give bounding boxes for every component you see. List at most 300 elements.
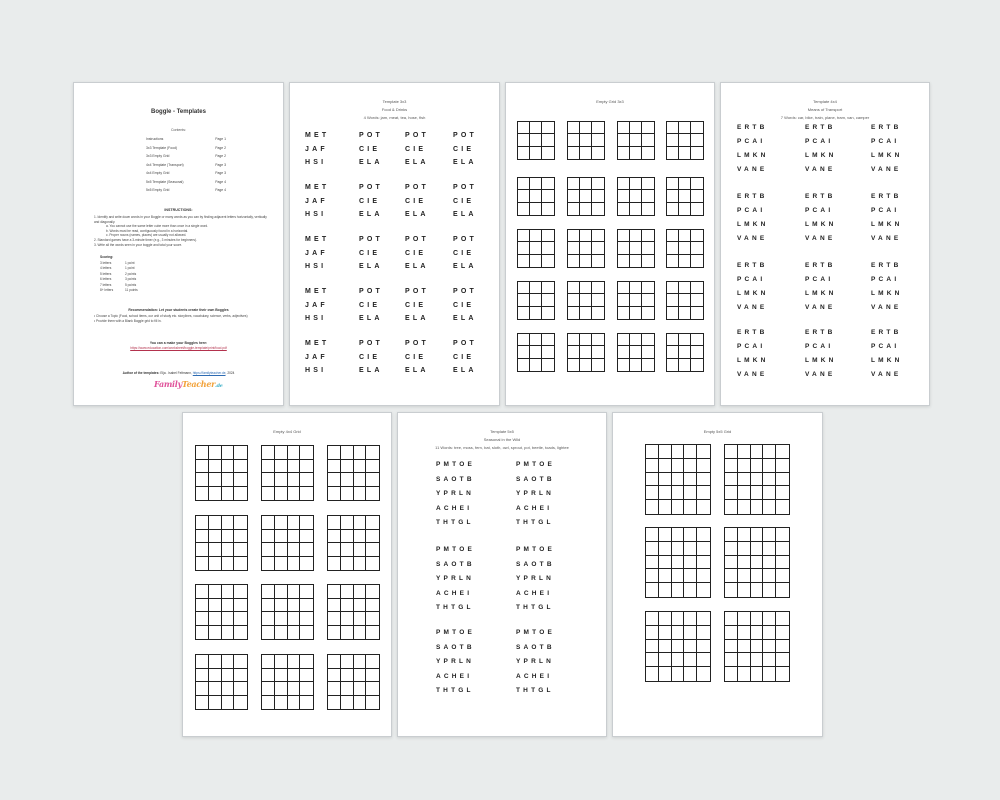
grid-cell — [697, 542, 710, 556]
grid-cell — [672, 528, 685, 542]
grid-cell — [542, 255, 554, 267]
empty-boggle-grid — [261, 654, 314, 710]
empty-boggle-grid — [517, 177, 555, 216]
grid-cell — [684, 626, 697, 640]
boggle-letter-row: PMTOE — [516, 629, 555, 636]
scoring-letters: 4 letters — [100, 266, 112, 271]
grid-cell — [751, 556, 764, 570]
boggle-letter-row: ELA — [359, 367, 383, 374]
boggle-letter-row: POT — [453, 132, 477, 139]
grid-cell — [354, 487, 367, 501]
toc-row — [146, 178, 226, 187]
grid-cell — [288, 612, 301, 626]
grid-cell — [691, 307, 703, 319]
boggle-letter-row: POT — [359, 184, 383, 191]
grid-cell — [222, 655, 235, 669]
boggle-letter-row: VANE — [737, 371, 768, 378]
grid-cell — [542, 294, 554, 306]
grid-cell — [234, 516, 247, 530]
grid-cell — [667, 147, 679, 159]
grid-cell — [568, 203, 580, 215]
grid-cell — [568, 255, 580, 267]
grid-cell — [518, 190, 530, 202]
grid-cell — [580, 334, 592, 346]
boggle-letter-row: MET — [305, 184, 330, 191]
grid-cell — [672, 626, 685, 640]
grid-cell — [738, 459, 751, 473]
boggle-letter-row: YPRLN — [516, 490, 555, 497]
boggle-letter-row: PCAI — [871, 276, 900, 283]
grid-cell — [196, 530, 209, 544]
grid-cell — [262, 655, 275, 669]
grid-cell — [196, 585, 209, 599]
grid-cell — [642, 334, 654, 346]
grid-cell — [630, 122, 642, 134]
grid-cell — [209, 585, 222, 599]
grid-cell — [568, 294, 580, 306]
grid-cell — [341, 669, 354, 683]
empty-boggle-grid — [327, 515, 380, 571]
grid-cell — [366, 473, 379, 487]
boggle-letter-row: VANE — [805, 166, 836, 173]
grid-cell — [300, 585, 313, 599]
grid-cell — [354, 655, 367, 669]
grid-cell — [568, 190, 580, 202]
grid-cell — [646, 459, 659, 473]
boggle-letter-row: YPRLN — [436, 490, 475, 497]
grid-cell — [725, 640, 738, 654]
grid-cell — [776, 653, 789, 667]
instruction-item: c. Proper nouns (names, places) are usually not allowed. — [106, 233, 187, 238]
grid-cell — [222, 626, 235, 640]
grid-cell — [288, 543, 301, 557]
grid-cell — [776, 473, 789, 487]
grid-cell — [738, 556, 751, 570]
grid-cell — [646, 640, 659, 654]
scoring-points: 1 point — [125, 261, 135, 265]
grid-cell — [642, 294, 654, 306]
boggle-letter-row: ELA — [453, 315, 477, 322]
grid-cell — [328, 473, 341, 487]
grid-cell — [618, 255, 630, 267]
toc-page: Page 2 — [215, 154, 226, 158]
grid-cell — [725, 473, 738, 487]
grid-cell — [684, 500, 697, 514]
boggle-letter-row: PCAI — [871, 138, 900, 145]
grid-cell — [580, 147, 592, 159]
grid-cell — [275, 612, 288, 626]
grid-cell — [328, 460, 341, 474]
grid-cell — [288, 516, 301, 530]
grid-cell — [530, 282, 542, 294]
grid-cell — [592, 190, 604, 202]
grid-cell — [300, 446, 313, 460]
empty-boggle-grid — [517, 121, 555, 160]
boggle-letter-row: VANE — [805, 371, 836, 378]
toc-page: Page 3 — [215, 162, 226, 167]
grid-cell — [196, 446, 209, 460]
instruction-item: 3. Write all the words seen in your boggle and total your score. — [94, 242, 183, 247]
grid-cell — [618, 334, 630, 346]
grid-cell — [751, 486, 764, 500]
grid-cell — [530, 178, 542, 190]
grid-cell — [518, 230, 530, 242]
grid-cell — [725, 583, 738, 597]
grid-cell — [684, 556, 697, 570]
empty-boggle-grid — [617, 229, 655, 268]
empty-boggle-grid — [517, 333, 555, 372]
boggle-letter-row: CIE — [405, 145, 427, 153]
grid-cell — [275, 487, 288, 501]
scoring-heading: Scoring: — [100, 255, 114, 259]
grid-cell — [209, 487, 222, 501]
grid-cell — [209, 682, 222, 696]
grid-cell — [300, 460, 313, 474]
grid-cell — [234, 669, 247, 683]
grid-cell — [776, 528, 789, 542]
scoring-letters: 6 letters — [100, 277, 112, 282]
grid-cell — [222, 696, 235, 710]
boggle-letter-row: PCAI — [871, 343, 900, 350]
scoring-points: 1 point — [125, 266, 135, 271]
grid-cell — [196, 626, 209, 640]
grid-cell — [630, 294, 642, 306]
boggle-letter-row: THTGL — [516, 604, 554, 611]
toc-label: Instructions — [146, 137, 164, 141]
grid-cell — [684, 667, 697, 681]
toc-page: Page 4 — [215, 179, 226, 184]
boggle-letter-row: PMTOE — [436, 546, 475, 553]
empty-boggle-grid — [261, 584, 314, 640]
grid-cell — [234, 530, 247, 544]
boggle-letter-row: JAF — [305, 353, 328, 361]
empty-boggle-grid — [517, 229, 555, 268]
toc-row — [146, 161, 226, 170]
boggle-letter-row: LMKN — [737, 152, 769, 159]
grid-cell — [542, 242, 554, 254]
boggle-letter-row: THTGL — [436, 604, 474, 611]
grid-cell — [691, 346, 703, 358]
grid-cell — [646, 473, 659, 487]
boggle-letter-row: PCAI — [805, 138, 834, 145]
grid-cell — [697, 445, 710, 459]
boggle-letter-row: POT — [359, 340, 383, 347]
grid-cell — [300, 473, 313, 487]
grid-cell — [328, 557, 341, 571]
empty-grid-header: Empty 4x4 Grid — [273, 429, 301, 434]
empty-boggle-grid — [567, 121, 605, 160]
scoring-points: 2 points — [125, 271, 137, 276]
grid-cell — [366, 696, 379, 710]
grid-cell — [366, 669, 379, 683]
grid-cell — [366, 530, 379, 544]
grid-cell — [580, 346, 592, 358]
grid-cell — [725, 556, 738, 570]
boggle-letter-row: PCAI — [805, 276, 834, 283]
grid-cell — [697, 556, 710, 570]
boggle-letter-row: PCAI — [805, 343, 834, 350]
grid-cell — [328, 516, 341, 530]
grid-cell — [530, 203, 542, 215]
grid-cell — [262, 530, 275, 544]
scoring-points: 11 points — [125, 288, 138, 293]
grid-cell — [646, 445, 659, 459]
grid-cell — [222, 557, 235, 571]
grid-cell — [672, 640, 685, 654]
grid-cell — [530, 334, 542, 346]
page-title: Boggle - Templates — [151, 109, 206, 115]
grid-cell — [679, 334, 691, 346]
empty-boggle-grid — [261, 515, 314, 571]
grid-cell — [530, 147, 542, 159]
boggle-letter-row: CIE — [453, 249, 475, 257]
empty-grid-header: Empty Grid 3x3 — [596, 99, 624, 104]
grid-cell — [646, 542, 659, 556]
grid-cell — [667, 190, 679, 202]
grid-cell — [659, 556, 672, 570]
grid-cell — [196, 487, 209, 501]
boggle-letter-row: PCAI — [805, 207, 834, 214]
grid-cell — [518, 346, 530, 358]
grid-cell — [328, 696, 341, 710]
grid-cell — [530, 230, 542, 242]
grid-cell — [684, 486, 697, 500]
grid-cell — [328, 543, 341, 557]
grid-cell — [618, 359, 630, 371]
grid-cell — [672, 459, 685, 473]
grid-cell — [222, 669, 235, 683]
instructions-list — [94, 215, 269, 247]
empty-boggle-grid — [195, 654, 248, 710]
boggle-letter-row: SAOTB — [516, 560, 555, 568]
grid-cell — [697, 569, 710, 583]
grid-cell — [630, 334, 642, 346]
empty-boggle-grid — [645, 611, 711, 682]
grid-cell — [592, 359, 604, 371]
grid-cell — [618, 282, 630, 294]
grid-cell — [751, 653, 764, 667]
grid-cell — [300, 530, 313, 544]
grid-cell — [275, 682, 288, 696]
grid-cell — [209, 696, 222, 710]
grid-cell — [341, 585, 354, 599]
template-link[interactable]: https://www.education.com/worksheet/boggle-template/print/food.pdf — [130, 346, 227, 350]
grid-cell — [275, 543, 288, 557]
empty-boggle-grid — [567, 281, 605, 320]
grid-cell — [592, 346, 604, 358]
boggle-letter-row: POT — [453, 340, 477, 347]
grid-cell — [618, 230, 630, 242]
grid-cell — [646, 500, 659, 514]
grid-cell — [328, 487, 341, 501]
boggle-letter-row: ELA — [359, 315, 383, 322]
boggle-letter-row: THTGL — [516, 519, 554, 526]
boggle-letter-row: LMKN — [871, 290, 903, 297]
boggle-letter-row: ELA — [453, 263, 477, 270]
boggle-letter-row: LMKN — [737, 357, 769, 364]
grid-cell — [341, 473, 354, 487]
grid-cell — [592, 255, 604, 267]
grid-cell — [592, 334, 604, 346]
grid-cell — [630, 242, 642, 254]
boggle-letter-row: MET — [305, 288, 330, 295]
grid-cell — [684, 569, 697, 583]
boggle-letter-row: SAOTB — [436, 560, 475, 568]
grid-cell — [518, 242, 530, 254]
boggle-letter-row: POT — [405, 236, 429, 243]
grid-cell — [659, 459, 672, 473]
grid-cell — [672, 556, 685, 570]
grid-cell — [659, 612, 672, 626]
toc-row — [146, 169, 226, 178]
boggle-letter-row: ERTB — [805, 193, 836, 200]
grid-cell — [618, 134, 630, 146]
grid-cell — [568, 122, 580, 134]
grid-cell — [209, 473, 222, 487]
grid-cell — [366, 626, 379, 640]
grid-cell — [763, 583, 776, 597]
grid-cell — [196, 669, 209, 683]
boggle-letter-row: POT — [453, 184, 477, 191]
grid-cell — [659, 500, 672, 514]
grid-cell — [763, 542, 776, 556]
toc-page: Page 2 — [215, 145, 226, 150]
grid-cell — [672, 653, 685, 667]
grid-cell — [684, 445, 697, 459]
grid-cell — [725, 542, 738, 556]
grid-cell — [518, 203, 530, 215]
grid-cell — [667, 307, 679, 319]
grid-cell — [679, 282, 691, 294]
boggle-letter-row: ERTB — [737, 262, 768, 269]
grid-cell — [354, 626, 367, 640]
grid-cell — [679, 255, 691, 267]
grid-cell — [275, 473, 288, 487]
grid-cell — [196, 516, 209, 530]
boggle-letter-row: ERTB — [871, 193, 902, 200]
boggle-letter-row: ELA — [453, 211, 477, 218]
grid-cell — [288, 682, 301, 696]
empty-boggle-grid — [567, 177, 605, 216]
grid-cell — [646, 667, 659, 681]
grid-cell — [697, 459, 710, 473]
instructions-heading: INSTRUCTIONS: — [164, 208, 193, 212]
empty-boggle-grid — [724, 527, 790, 598]
grid-cell — [667, 203, 679, 215]
grid-cell — [659, 626, 672, 640]
boggle-letter-row: JAF — [305, 145, 328, 153]
grid-cell — [751, 473, 764, 487]
grid-cell — [763, 528, 776, 542]
boggle-letter-row: CIE — [405, 197, 427, 205]
grid-cell — [366, 655, 379, 669]
scoring-points: 3 points — [125, 277, 137, 282]
grid-cell — [196, 460, 209, 474]
boggle-letter-row: ELA — [405, 315, 429, 322]
grid-cell — [679, 122, 691, 134]
grid-cell — [341, 626, 354, 640]
grid-cell — [518, 147, 530, 159]
grid-cell — [262, 585, 275, 599]
grid-cell — [518, 134, 530, 146]
grid-cell — [300, 669, 313, 683]
boggle-letter-row: ERTB — [871, 262, 902, 269]
empty-boggle-grid — [724, 444, 790, 515]
grid-cell — [366, 557, 379, 571]
familyteacher-logo: FamilyTeacher.de — [154, 379, 223, 389]
grid-cell — [580, 190, 592, 202]
grid-cell — [642, 134, 654, 146]
grid-cell — [234, 696, 247, 710]
grid-cell — [288, 669, 301, 683]
grid-cell — [738, 612, 751, 626]
grid-cell — [328, 669, 341, 683]
grid-cell — [288, 460, 301, 474]
grid-cell — [679, 230, 691, 242]
author-link[interactable]: https://familyteacher.de — [192, 371, 226, 375]
grid-cell — [568, 242, 580, 254]
grid-cell — [530, 255, 542, 267]
grid-cell — [697, 612, 710, 626]
boggle-letter-row: ERTB — [805, 329, 836, 336]
grid-cell — [275, 446, 288, 460]
grid-cell — [763, 626, 776, 640]
boggle-letter-row: JAF — [305, 301, 328, 309]
grid-cell — [234, 682, 247, 696]
grid-cell — [234, 585, 247, 599]
grid-cell — [209, 516, 222, 530]
grid-cell — [222, 530, 235, 544]
grid-cell — [667, 178, 679, 190]
grid-cell — [262, 446, 275, 460]
grid-cell — [196, 543, 209, 557]
grid-cell — [763, 612, 776, 626]
grid-cell — [234, 543, 247, 557]
empty-boggle-grid — [666, 333, 704, 372]
boggle-letter-row: CIE — [453, 145, 475, 153]
boggle-letter-row: LMKN — [871, 221, 903, 228]
grid-cell — [530, 346, 542, 358]
grid-cell — [542, 307, 554, 319]
boggle-letter-row: VANE — [871, 371, 902, 378]
grid-cell — [354, 460, 367, 474]
boggle-letter-row: YPRLN — [516, 575, 555, 582]
boggle-letter-row: HSI — [305, 159, 327, 166]
grid-cell — [672, 473, 685, 487]
grid-cell — [328, 682, 341, 696]
boggle-letter-row: ERTB — [805, 124, 836, 131]
grid-cell — [697, 640, 710, 654]
grid-cell — [659, 528, 672, 542]
author-label: Author of the templates: — [122, 371, 160, 375]
grid-cell — [672, 569, 685, 583]
grid-cell — [592, 122, 604, 134]
grid-cell — [630, 230, 642, 242]
scoring-letters: 7 letters — [100, 282, 112, 287]
grid-cell — [222, 487, 235, 501]
grid-cell — [580, 242, 592, 254]
grid-cell — [568, 134, 580, 146]
boggle-letter-row: ERTB — [737, 124, 768, 131]
grid-cell — [672, 612, 685, 626]
grid-cell — [667, 230, 679, 242]
grid-cell — [691, 334, 703, 346]
grid-cell — [751, 459, 764, 473]
boggle-letter-row: ELA — [405, 211, 429, 218]
grid-cell — [763, 569, 776, 583]
grid-cell — [691, 134, 703, 146]
template-header: Template 5x5 — [490, 429, 514, 434]
